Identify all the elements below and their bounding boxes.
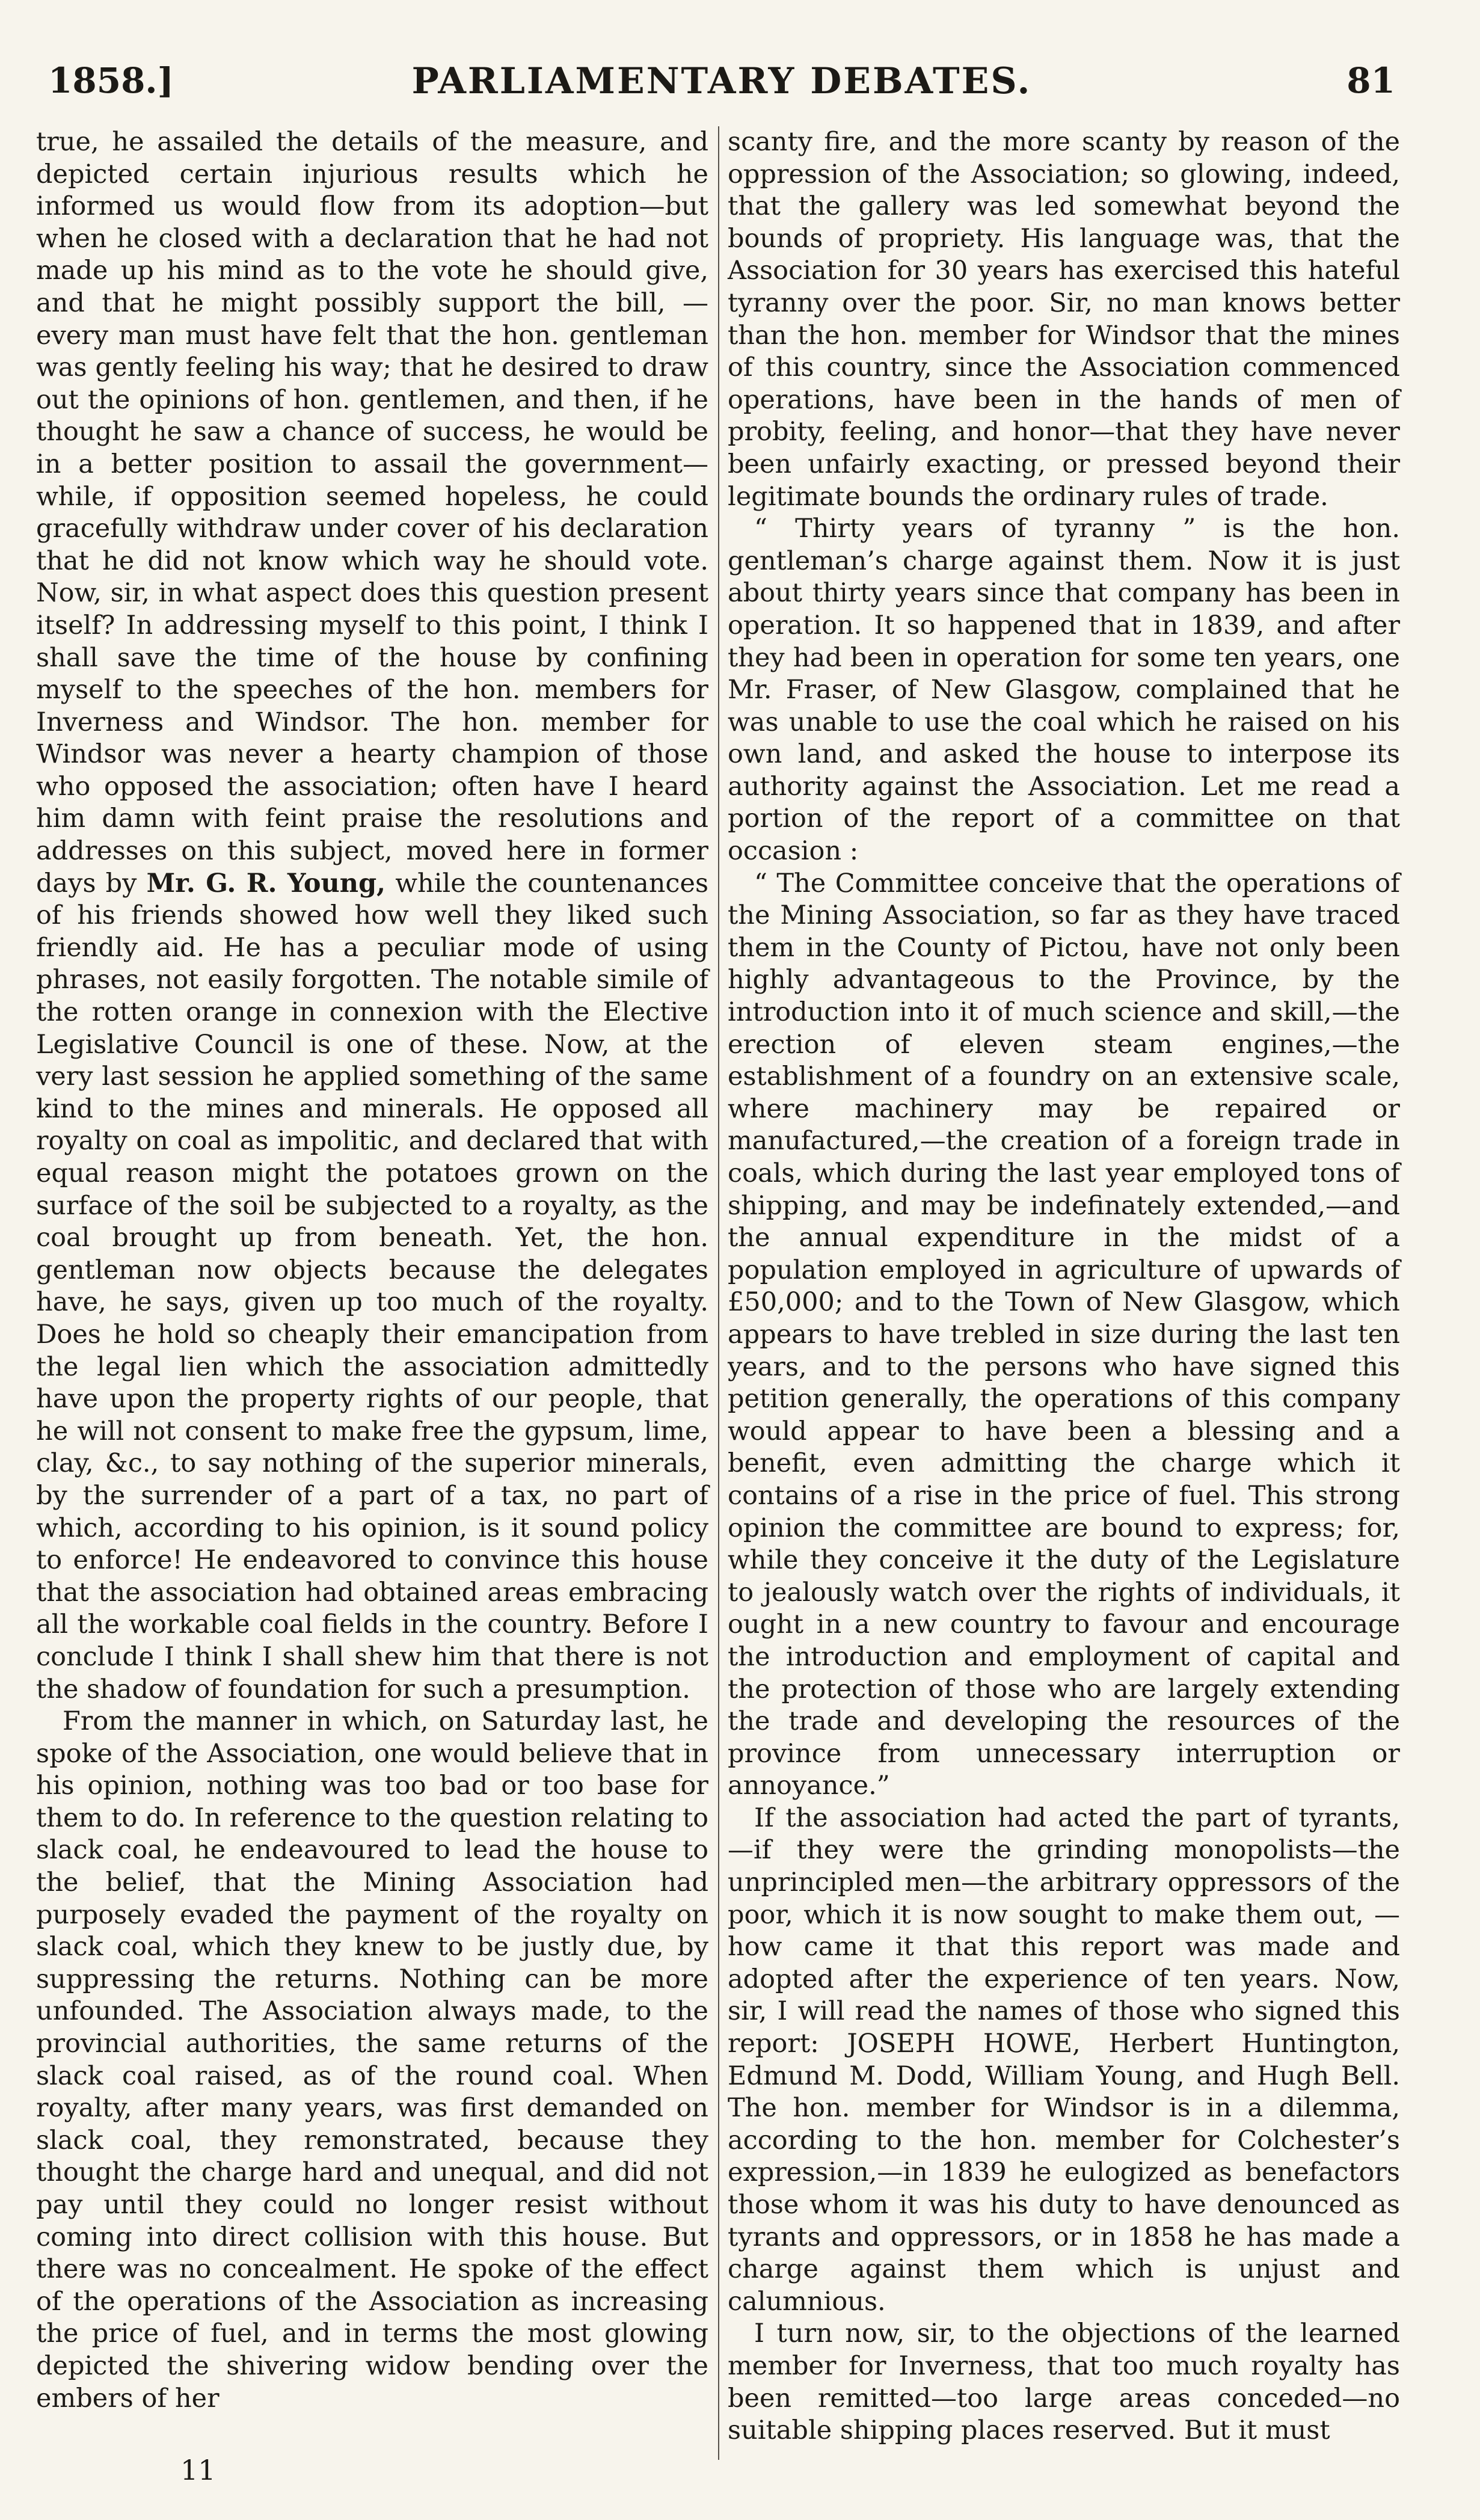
page-number: 81 <box>1346 60 1395 101</box>
page-header <box>36 54 1407 108</box>
left-column <box>36 126 708 2415</box>
signature-mark: 11 <box>180 2454 216 2486</box>
header-title: PARLIAMENTARY DEBATES. <box>411 60 1032 102</box>
left-paragraph-1 <box>36 126 708 1706</box>
right-paragraph-1: scanty fire, and the more scanty by reason of the oppression of the Association; so glowing, indeed, that the gallery was led somewhat beyond the bounds of propriety. His language was, that the Association for 30 years has exercised this hateful tyranny over the poor. Sir, no man knows better than the hon. member for Windsor that the mines of this country, since the Association commenced operations, have been in the hands of men of probity, feeling, and honor—that they have never been unfairly exacting, or pressed beyond their legitimate bounds the ordinary rules of trade. <box>728 127 1400 512</box>
right-paragraph-2: “ Thirty years of tyranny ” is the hon. gentleman’s charge against them. Now it is just about thirty years since that company has been in operation. It so happened that in 1839, and after they had been in operation for some ten years, one Mr. Fraser, of New Glasgow, complained that he was unable to use the coal which he raised on his own land, and asked the house to interpose its authority against the Association. Let me read a portion of the report of a committee on that occasion : <box>728 514 1400 867</box>
speaker-name: Mr. G. R. Young, <box>146 868 386 899</box>
left-paragraph-2: From the manner in which, on Saturday last, he spoke of the Association, one would believe that in his opinion, nothing was too bad or too base for them to do. In reference to the question relating to slack coal, he endeavoured to lead the house to the belief, that the Mining Association had purposely evaded the payment of the royalty on slack coal, which they knew to be justly due, by suppressing the returns. Nothing can be more unfounded. The Association always made, to the provincial authorities, the same returns of the slack coal raised, as of the round coal. When royalty, after many years, was first demanded on slack coal, they remonstrated, because they thought the charge hard and unequal, and did not pay until they could no longer resist without coming into direct collision with this house. But there was no concealment. He spoke of the effect of the operations of the Association as increasing the price of fuel, and in terms the most glowing depicted the shivering widow bending over the embers of her <box>36 1706 708 2414</box>
header-year: 1858.] <box>48 60 174 101</box>
right-column <box>728 126 1400 2447</box>
column-divider <box>718 126 719 2460</box>
committee-report-quote: “ The Committee conceive that the operations of the Mining Association, so far as they have traced them in the County of Pictou, have not only been highly advantageous to the Province, by the introduction into it of much science and skill,—the erection of eleven steam engines,—the establishment of a foundry on an extensive scale, where machinery may be repaired or manufactured,—the creation of a foreign trade in coals, which during the last year employed tons of shipping, and may be indefinately extended,—and the annual expenditure in the midst of a population employed in agriculture of upwards of £50,000; and to the Town of New Glasgow, which appears to have trebled in size during the last ten years, and to the persons who have signed this petition generally, the operations of this company would appear to have been a blessing and a benefit, even admitting the charge which it contains of a rise in the price of fuel. This strong opinion the committee are bound to express; for, while they conceive it the duty of the Legislature to jealously watch over the rights of individuals, it ought in a new country to favour and encourage the introduction and employment of capital and the protection of those who are largely extending the trade and developing the resources of the province from unnecessary interruption or annoyance.” <box>728 868 1400 1801</box>
left-paragraph-1-text: true, he assailed the details of the measure, and depicted certain injurious results which he informed us would flow from its adoption—but when he closed with a declaration that he had not made up his mind as to the vote he should give, and that he might possibly support the bill, —every man must have felt that the hon. gentleman was gently feeling his way; that he desired to draw out the opinions of hon. gentlemen, and then, if he thought he saw a chance of success, he would be in a better position to assail the government—while, if opposition seemed hopeless, he could gracefully withdraw under cover of his declaration that he did not know which way he should vote. Now, sir, in what aspect does this question present itself? In addressing myself to this point, I think I shall save the time of the house by confining myself to the speeches of the hon. members for Inverness and Windsor. The hon. member for Windsor was never a hearty champion of those who opposed the association; often have I heard him damn with feint praise the resolutions and addresses on this subject, moved here in former days by <box>36 127 708 899</box>
right-paragraph-4: If the association had acted the part of tyrants, —if they were the grinding monopolists—the unprincipled men—the arbitrary oppressors of the poor, which it is now sought to make them out, —how came it that this report was made and adopted after the experience of ten years. Now, sir, I will read the names of those who signed this report: JOSEPH HOWE, Herbert Huntington, Edmund M. Dodd, William Young, and Hugh Bell. The hon. member for Windsor is in a dilemma, according to the hon. member for Colchester’s expression,—in 1839 he eulogized as benefactors those whom it was his duty to have denounced as tyrants and oppressors, or in 1858 he has made a charge against them which is unjust and calumnious. <box>728 1802 1400 2317</box>
left-paragraph-1-end: while the countenances of his friends showed how well they liked such friendly aid. He has a peculiar mode of using phrases, not easily forgotten. The notable simile of the rotten orange in connexion with the Elective Legislative Council is one of these. Now, at the very last session he applied something of the same kind to the mines and minerals. He opposed all royalty on coal as impolitic, and declared that with equal reason might the potatoes grown on the surface of the soil be subjected to a royalty, as the coal brought up from beneath. Yet, the hon. gentleman now objects because the delegates have, he says, given up too much of the royalty. Does he hold so cheaply their emancipation from the legal lien which the association admittedly have upon the property rights of our people, that he will not consent to make free the gypsum, lime, clay, &c., to say nothing of the superior minerals, by the surrender of a part of a tax, no part of which, according to his opinion, is it sound policy to enforce! He endeavored to convince this house that the association had obtained areas embracing all the workable coal fields in the country. Before I conclude I think I shall shew him that there is not the shadow of foundation for such a presumption. <box>36 868 709 1704</box>
right-paragraph-5: I turn now, sir, to the objections of the learned member for Inverness, that too much royalty has been remitted—too large areas conceded—no suitable shipping places reserved. But it must <box>728 2319 1400 2446</box>
document-page <box>36 54 1407 2496</box>
